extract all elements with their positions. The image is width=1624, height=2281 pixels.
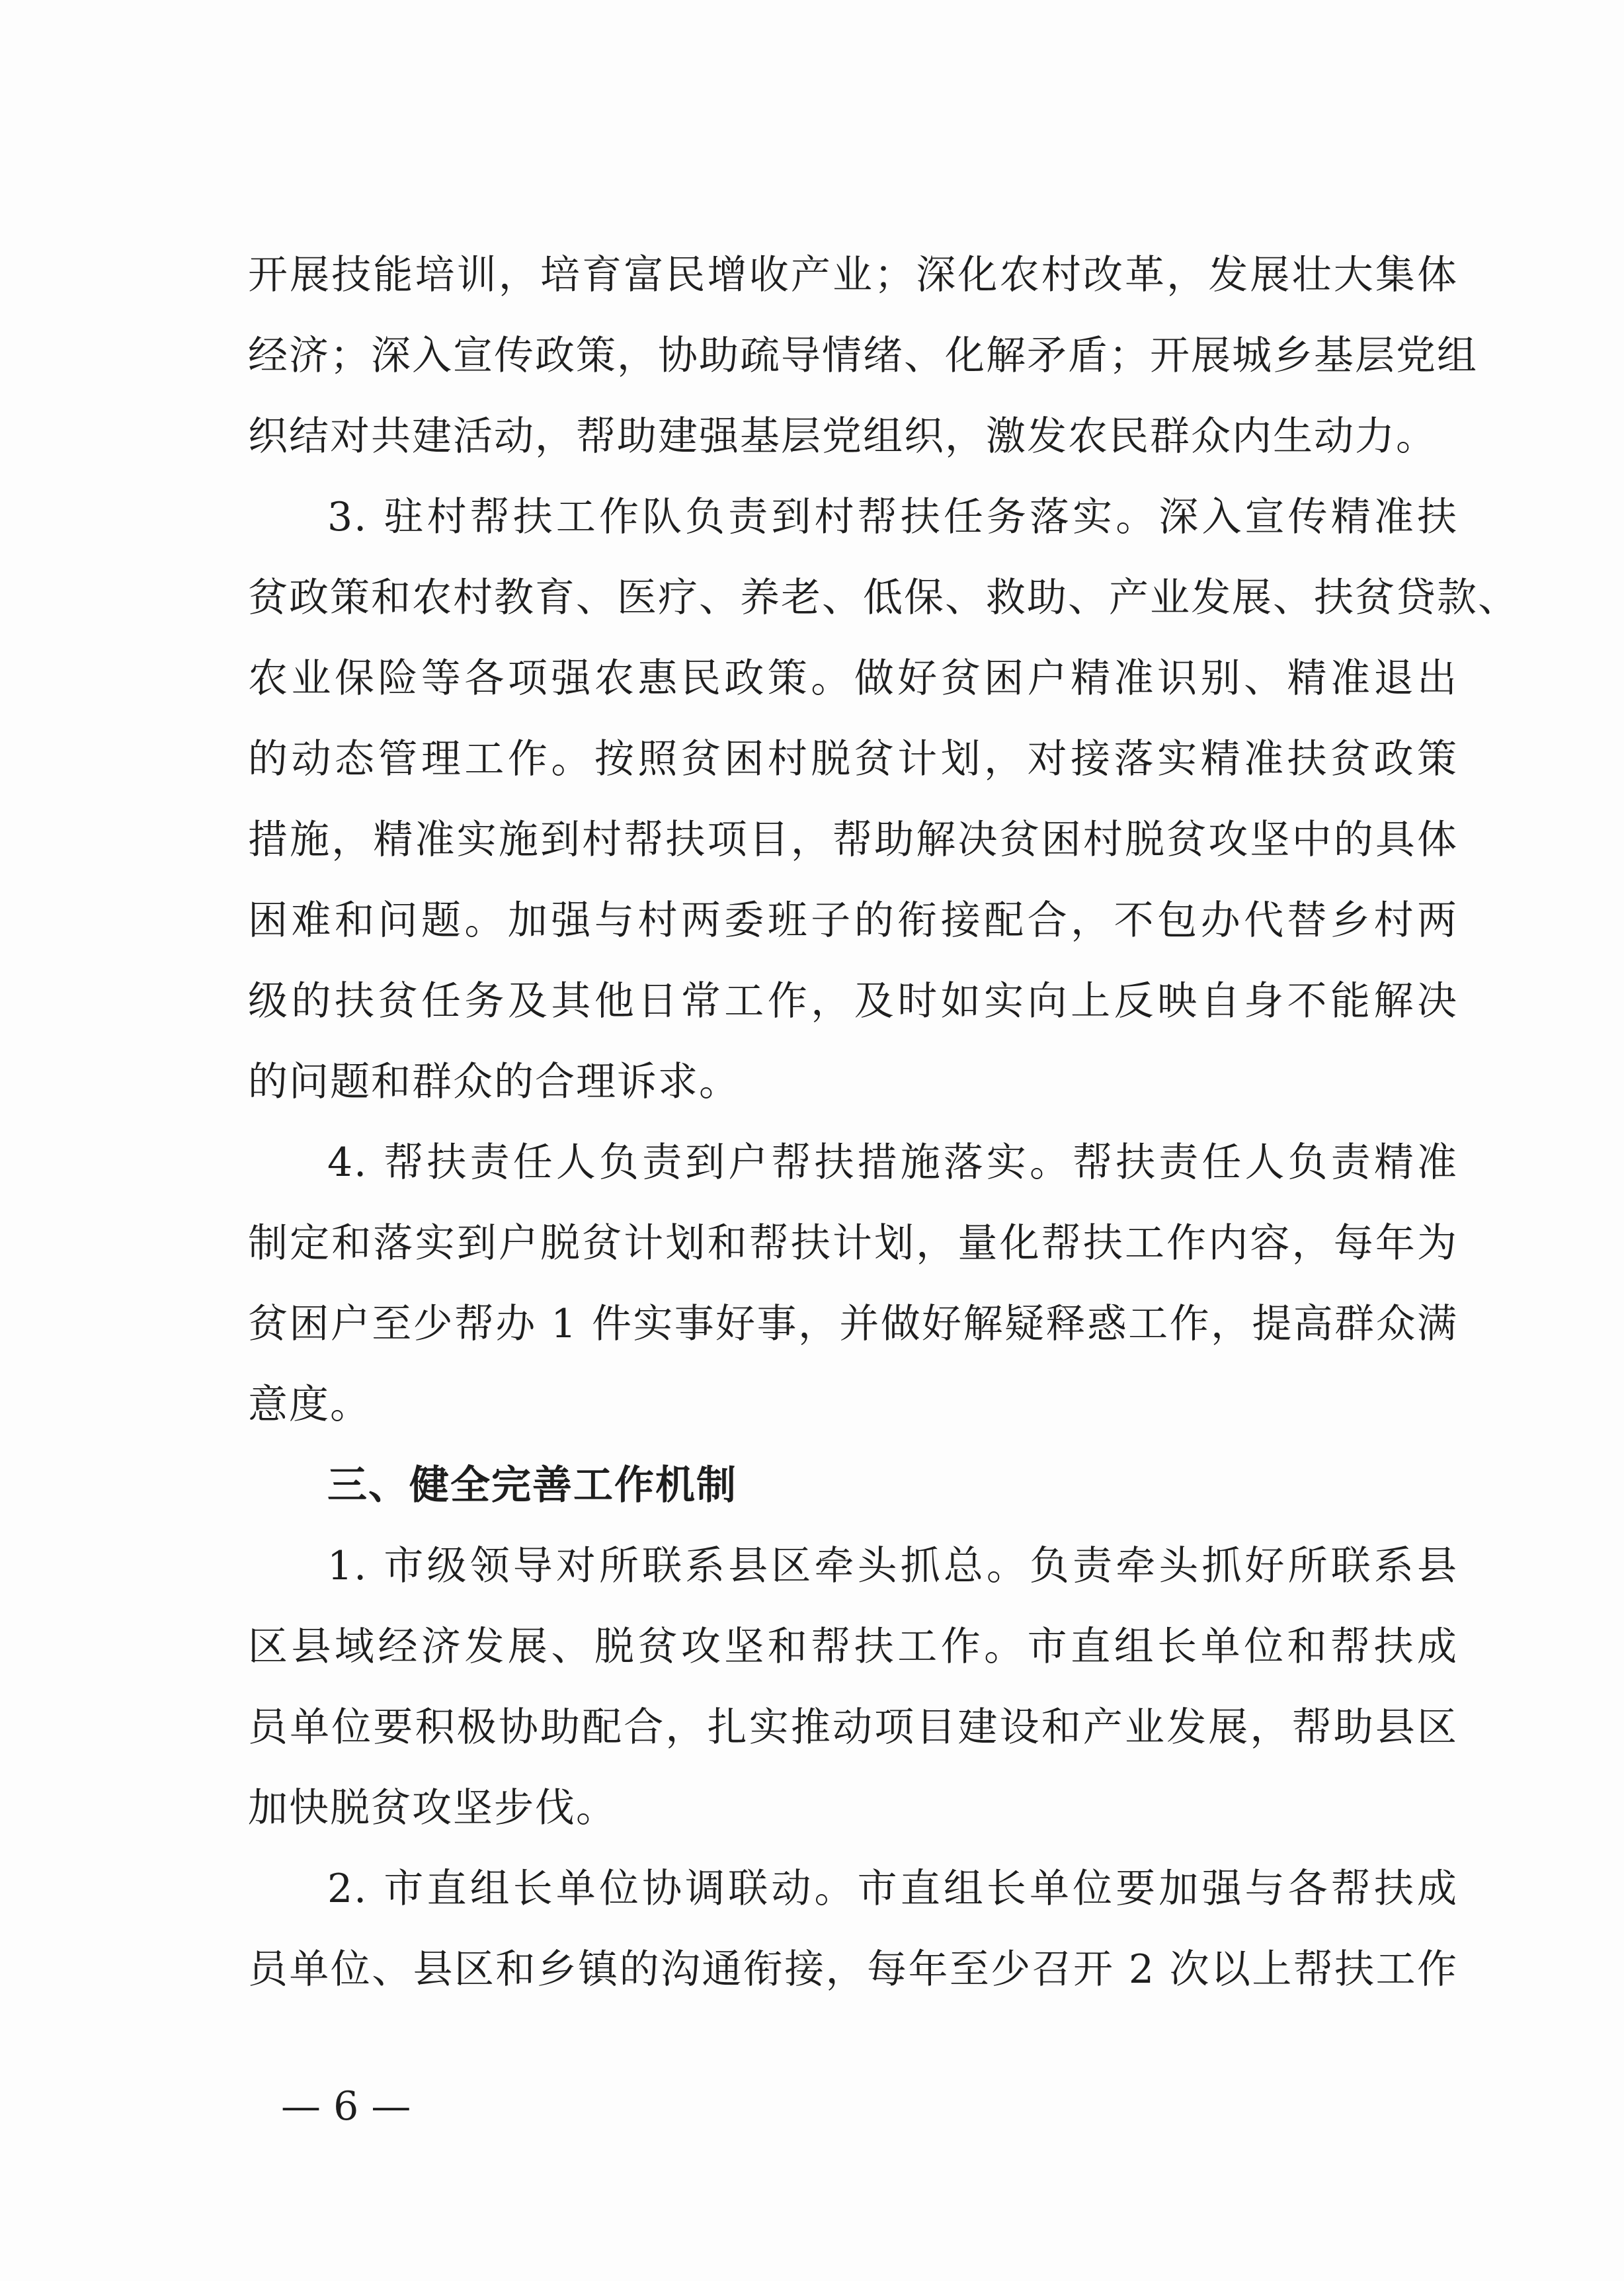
- text-line: 经济；深入宣传政策，协助疏导情绪、化解矛盾；开展城乡基层党组: [248, 333, 1478, 379]
- text-line: 员单位要积极协助配合，扎实推动项目建设和产业发展，帮助县区: [248, 1704, 1458, 1751]
- page-number: — 6 —: [281, 2083, 411, 2130]
- text-line: 制定和落实到户脱贫计划和帮扶计划，量化帮扶工作内容，每年为: [248, 1220, 1458, 1266]
- text-line: 措施，精准实施到村帮扶项目，帮助解决贫困村脱贫攻坚中的具体: [248, 817, 1458, 863]
- paragraph-start-line: 4. 帮扶责任人负责到户帮扶措施落实。帮扶责任人负责精准: [327, 1140, 1458, 1186]
- text-line: 开展技能培训，培育富民增收产业；深化农村改革，发展壮大集体: [248, 252, 1458, 298]
- document-body: [248, 235, 1519, 2010]
- section-heading: 三、健全完善工作机制: [327, 1462, 737, 1509]
- text-line: 贫困户至少帮办 1 件实事好事，并做好解疑释惑工作，提高群众满: [248, 1301, 1458, 1347]
- text-line: 区县域经济发展、脱贫攻坚和帮扶工作。市直组长单位和帮扶成: [248, 1624, 1458, 1670]
- text-line: 的问题和群众的合理诉求。: [248, 1059, 740, 1105]
- paragraph-start-line: 1. 市级领导对所联系县区牵头抓总。负责牵头抓好所联系县: [327, 1543, 1458, 1589]
- paragraph-start-line: 2. 市直组长单位协调联动。市直组长单位要加强与各帮扶成: [327, 1866, 1458, 1912]
- text-line: 意度。: [248, 1382, 371, 1428]
- text-line: 加快脱贫攻坚步伐。: [248, 1785, 617, 1831]
- text-line: 员单位、县区和乡镇的沟通衔接，每年至少召开 2 次以上帮扶工作: [248, 1946, 1458, 1993]
- text-line: 的动态管理工作。按照贫困村脱贫计划，对接落实精准扶贫政策: [248, 736, 1458, 782]
- paragraph-start-line: 3. 驻村帮扶工作队负责到村帮扶任务落实。深入宣传精准扶: [327, 494, 1458, 540]
- text-line: 织结对共建活动，帮助建强基层党组织，激发农民群众内生动力。: [248, 413, 1437, 460]
- text-line: 困难和问题。加强与村两委班子的衔接配合，不包办代替乡村两: [248, 897, 1458, 944]
- text-line: 贫政策和农村教育、医疗、养老、低保、救助、产业发展、扶贫贷款、: [248, 575, 1519, 621]
- text-line: 农业保险等各项强农惠民政策。做好贫困户精准识别、精准退出: [248, 655, 1458, 702]
- text-line: 级的扶贫任务及其他日常工作，及时如实向上反映自身不能解决: [248, 978, 1458, 1024]
